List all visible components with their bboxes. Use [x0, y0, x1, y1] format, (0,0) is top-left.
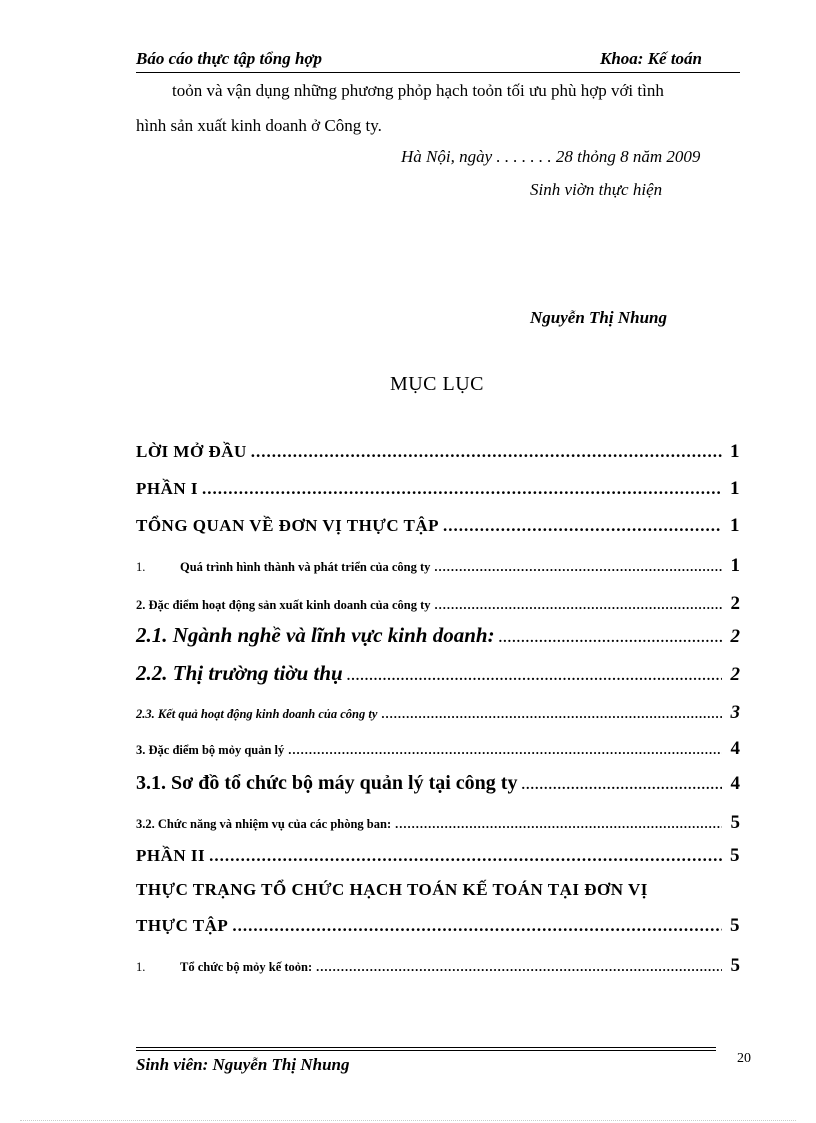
toc-entry[interactable] [136, 772, 740, 795]
toc-entry-text: Quá trình hình thành và phát triển của công ty [180, 560, 431, 574]
toc-entry-label: 3.2. Chức năng và nhiệm vụ của các phòng ban: [136, 817, 392, 831]
toc-entry[interactable] [136, 441, 740, 463]
toc-entry-label: 2.2. Thị trường tiờu thụ [136, 661, 343, 685]
toc-leader [395, 817, 722, 832]
toc-leader [434, 560, 722, 575]
toc-entry[interactable] [136, 915, 740, 937]
toc-entry-page: 1 [730, 555, 740, 576]
signoff-date: Hà Nội, ngày . . . . . . . 28 thỏng 8 năm 2009 [401, 147, 701, 166]
toc-entry-page: 1 [730, 478, 740, 499]
toc-entry-wrapped-line[interactable]: THỰC TRẠNG TỔ CHỨC HẠCH TOÁN KẾ TOÁN TẠI ĐƠN VỊ [136, 880, 648, 899]
toc-leader [232, 916, 722, 936]
toc-leader [381, 707, 722, 722]
toc-entry-page: 1 [730, 441, 740, 462]
toc-entry-page: 1 [730, 515, 740, 536]
toc-leader [202, 479, 722, 499]
toc-entry-page: 5 [730, 915, 740, 936]
toc-entry-page: 2 [730, 664, 740, 685]
toc-title: MỤC LỤC [389, 373, 485, 395]
toc-entry[interactable] [136, 555, 740, 577]
toc-entry[interactable] [136, 738, 740, 760]
signoff-role: Sinh viờn thực hiện [530, 180, 663, 199]
toc-entry[interactable] [136, 515, 740, 537]
toc-entry-page: 5 [730, 955, 740, 976]
header-department: Khoa: Kế toán [600, 49, 703, 68]
toc-leader [499, 631, 722, 647]
toc-entry-label: LỜI MỞ ĐẦU [136, 442, 247, 461]
toc-leader [251, 442, 722, 462]
toc-entry[interactable] [136, 955, 740, 977]
toc-entry-label [136, 960, 312, 975]
toc-entry[interactable] [136, 812, 740, 834]
toc-entry[interactable] [136, 593, 740, 615]
toc-entry-text: Tổ chức bộ mỏy kế toỏn: [180, 960, 313, 974]
toc-entry-label: 3.1. Sơ đồ tổ chức bộ máy quản lý tại công ty [136, 772, 518, 794]
toc-entry-page: 3 [730, 702, 740, 723]
toc-entry[interactable] [136, 661, 740, 686]
toc-entry[interactable] [136, 623, 740, 648]
toc-entry-label: PHẦN I [136, 479, 199, 498]
signoff-name: Nguyễn Thị Nhung [530, 308, 667, 327]
toc-leader [347, 669, 722, 685]
page-edge [20, 1120, 796, 1121]
toc-leader [288, 743, 722, 758]
toc-entry-label: THỰC TẬP [136, 916, 229, 935]
toc-leader [443, 516, 722, 536]
footer-author: Sinh viên: Nguyễn Thị Nhung [136, 1055, 350, 1074]
header-report-title: Báo cáo thực tập tổng hợp [136, 49, 323, 68]
toc-leader [316, 960, 722, 975]
toc-entry-label: 2.3. Kết quả hoạt động kinh doanh của công ty [136, 707, 378, 721]
toc-leader [435, 598, 722, 613]
toc-entry-label: 2. Đặc điểm hoạt động sản xuất kinh doanh của công ty [136, 598, 431, 612]
body-paragraph-line-2: hình sản xuất kinh doanh ở Công ty. [136, 116, 382, 135]
toc-entry-page: 4 [730, 773, 740, 794]
toc-entry[interactable] [136, 702, 740, 724]
toc-leader [521, 778, 722, 794]
toc-entry-page: 5 [730, 812, 740, 833]
toc-leader [209, 846, 722, 866]
toc-entry-label: TỔNG QUAN VỀ ĐƠN VỊ THỰC TẬP [136, 516, 440, 535]
toc-entry[interactable] [136, 845, 740, 867]
footer-rule-bottom [136, 1050, 716, 1051]
toc-entry-label: 3. Đặc điểm bộ mỏy quản lý [136, 743, 285, 757]
toc-entry-page: 2 [730, 626, 740, 647]
toc-entry-number: 1. [136, 960, 146, 974]
header-rule [136, 72, 740, 73]
toc-entry-number: 1. [136, 560, 146, 574]
toc-entry[interactable] [136, 478, 740, 500]
toc-entry-page: 4 [730, 738, 740, 759]
toc-entry-label: PHẦN II [136, 846, 206, 865]
toc-entry-label [136, 560, 430, 575]
body-paragraph-line-1: toỏn và vận dụng những phương phỏp hạch toỏn tối ưu phù hợp với tình [172, 81, 664, 100]
toc-entry-page: 5 [730, 845, 740, 866]
footer-rule-top [136, 1047, 716, 1048]
page-number: 20 [737, 1051, 751, 1066]
toc-entry-page: 2 [730, 593, 740, 614]
toc-entry-label: 2.1. Ngành nghề và lĩnh vực kinh doanh: [136, 623, 495, 647]
